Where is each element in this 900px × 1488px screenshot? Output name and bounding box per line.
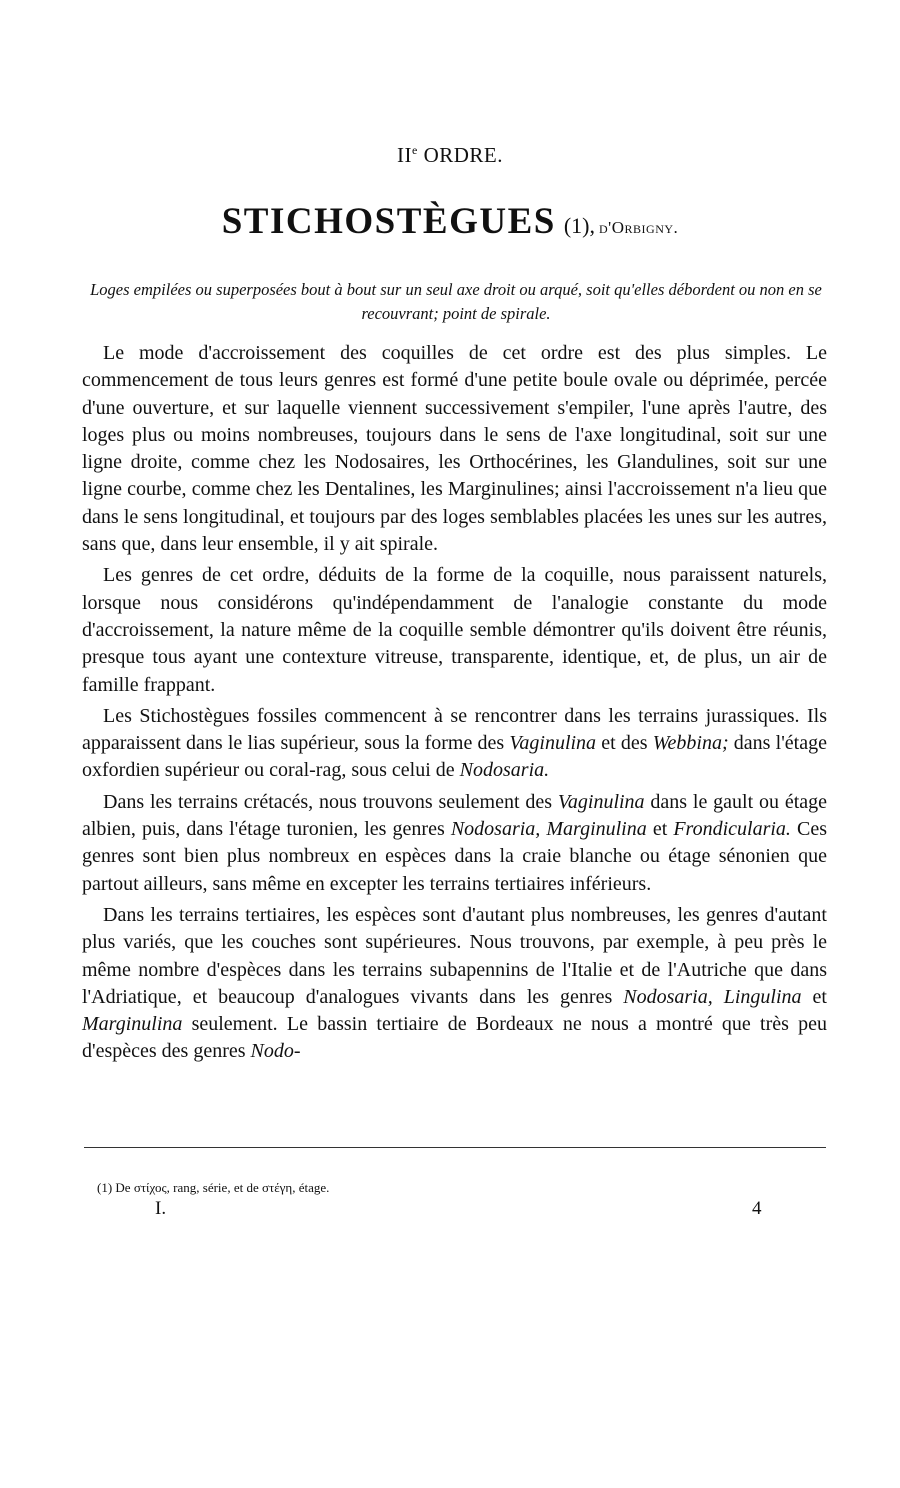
footnote-reference: (1), [563, 213, 596, 238]
genus-name: Nodosaria. [459, 759, 550, 782]
paragraph-5-text: seulement. Le bassin tertiaire de Bordeaux ne nous a montré que très peu d'espèces des genres [82, 1013, 827, 1063]
signature-mark: I. [155, 1198, 167, 1219]
paragraph-3-text: Les Stichostègues fossiles commencent à se rencontrer dans les terrains jurassiques. Ils apparaissent dans le lias supérieur, sous la forme des [82, 704, 827, 755]
footnote-separator [84, 1147, 826, 1148]
paragraph-3 [82, 703, 827, 785]
title-main: STICHOSTÈGUES [221, 201, 556, 242]
diagnosis-text: Loges empilées ou superposées bout à bout sur un seul axe droit ou arqué, soit qu'elles débordent ou non en se recouvrant; point de spirale. [90, 280, 822, 323]
order-numeral: II [396, 143, 412, 167]
genus-name: Marginulina [82, 1013, 183, 1036]
paragraph-3-text: dans l'étage oxfordien supérieur ou coral-rag, sous celui de [82, 732, 827, 782]
paragraph-2: Les genres de cet ordre, déduits de la forme de la coquille, nous paraissent naturels, lorsque nous considérons qu'indépendamment de l'analogie constante du mode d'accroissement, la nature même de la coquille semble démontrer qu'ils doivent être réunis, presque tous ayant une contexture vitreuse, transparente, identique, et, de plus, un air de famille frappant. [82, 564, 827, 696]
paragraph-5-text: Dans les terrains tertiaires, les espèces sont d'autant plus nombreuses, les genres d'autant plus variés, que les couches sont supérieures. Nous trouvons, par exemple, à peu près le même nombre d'espèces dans les terrains subapennins de l'Italie et de l'Autriche que dans l'Adriatique, et beaucoup d'analogues vivants dans les genres [82, 903, 827, 1008]
paragraph-4-text: dans le gault ou étage albien, puis, dans l'étage turonien, les genres [82, 790, 828, 841]
paragraph-5-text: et [801, 985, 827, 1008]
paragraph-4-text: et [646, 818, 674, 841]
genus-name: Vaginulina [509, 732, 597, 755]
paragraph-3-text: et des [596, 732, 653, 755]
order-superscript: e [411, 143, 418, 157]
genus-name: Nodosaria, Marginulina [450, 818, 647, 841]
body-text [82, 340, 827, 1070]
order-label: ORDRE. [417, 143, 503, 167]
footnote: (1) De στίχος, rang, série, et de στέγη, étage. [97, 1180, 330, 1195]
title-author: d'Orbigny. [599, 218, 679, 237]
genus-name: Nodosaria, Lingulina [623, 985, 802, 1008]
genus-name: Vaginulina [557, 790, 645, 813]
paragraph-4 [82, 789, 827, 898]
genus-name: Nodo- [250, 1040, 301, 1063]
paragraph-1: Le mode d'accroissement des coquilles de cet ordre est des plus simples. Le commencement de tous leurs genres est formé d'une petite boule ovale ou déprimée, percée d'une ouverture, et sur laquelle viennent successivement s'empiler, l'une après l'autre, des loges plus ou moins nombreuses, toujours dans le sens de l'axe longitudinal, soit sur une ligne droite, comme chez les Nodosaires, les Orthocérines, les Glandulines, soit sur une ligne courbe, comme chez les Dentalines, les Marginulines; ainsi l'accroissement n'a lieu que dans le sens longitudinal, et toujours par des loges semblables placées les unes sur les autres, sans que, dans leur ensemble, il y ait spirale. [82, 342, 827, 556]
paragraph-4-text: Dans les terrains crétacés, nous trouvons seulement des [103, 790, 558, 813]
paragraph-4-text: Ces genres sont bien plus nombreux en espèces dans la craie blanche ou étage sénonien que partout ailleurs, sans même en excepter les terrains tertiaires inférieurs. [82, 818, 828, 895]
genus-name: Webbina; [652, 732, 729, 755]
page-title [0, 200, 900, 243]
paragraph-5 [82, 902, 827, 1066]
order-heading [0, 143, 900, 168]
signature-number: 4 [752, 1198, 762, 1219]
genus-name: Frondicularia. [673, 818, 791, 841]
